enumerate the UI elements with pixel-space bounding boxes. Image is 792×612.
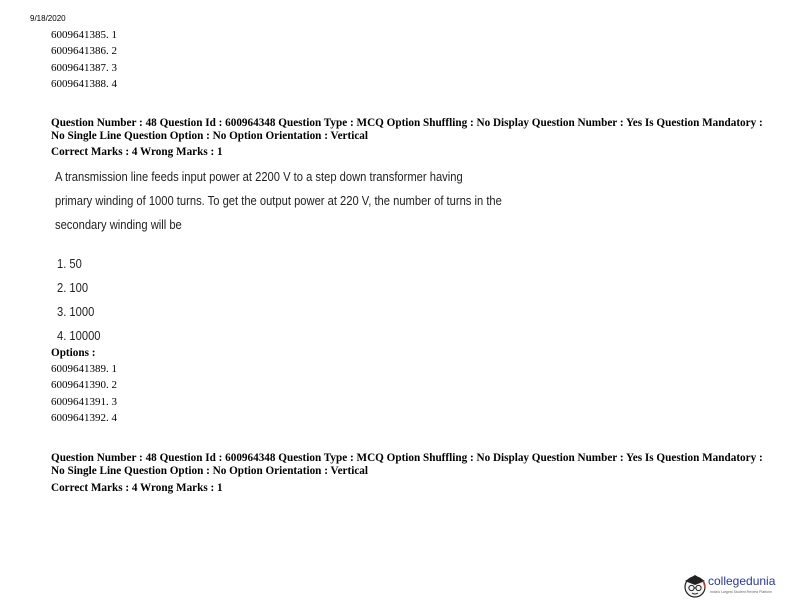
next-question-meta: Question Number : 48 Question Id : 600964348 Question Type : MCQ Option Shuffling : No Display Question Number : Yes Is Question Mandatory : No Single Line Question Option : No Option Orientation : Vertical [51,452,763,477]
logo-brand-text: collegedunia [708,574,776,588]
choice-item: 3. 1000 [57,304,95,319]
collegedunia-logo [682,572,782,602]
choice-item: 4. 10000 [57,328,101,343]
option-id: 6009641389. 1 [51,363,117,375]
question-marks: Correct Marks : 4 Wrong Marks : 1 [51,146,223,158]
option-id: 6009641387. 3 [51,61,117,74]
choice-item: 1. 50 [57,256,82,271]
option-id: 6009641385. 1 [51,29,117,41]
option-id: 6009641390. 2 [51,379,117,392]
logo-tagline: India's Largest Student Review Platform [710,590,773,594]
student-mascot-icon [682,572,708,600]
print-date: 9/18/2020 [30,14,66,23]
option-id: 6009641392. 4 [51,412,117,425]
question-text: A transmission line feeds input power at 2200 V to a step down transformer having primary winding of 1000 turns. To get the output power at 220 V, the number of turns in the secondary winding will be [55,169,502,232]
question-meta: Question Number : 48 Question Id : 600964348 Question Type : MCQ Option Shuffling : No Display Question Number : Yes Is Question Mandatory : No Single Line Question Option : No Option Orientation : Vertical [51,117,763,142]
previous-options-list [51,27,117,93]
next-question-marks: Correct Marks : 4 Wrong Marks : 1 [51,482,223,494]
option-id: 6009641388. 4 [51,78,117,91]
options-heading: Options : [51,347,96,359]
choice-item: 2. 100 [57,280,89,295]
option-id: 6009641386. 2 [51,45,117,58]
answer-choices [57,252,101,348]
option-id: 6009641391. 3 [51,395,117,408]
options-list [51,361,117,427]
